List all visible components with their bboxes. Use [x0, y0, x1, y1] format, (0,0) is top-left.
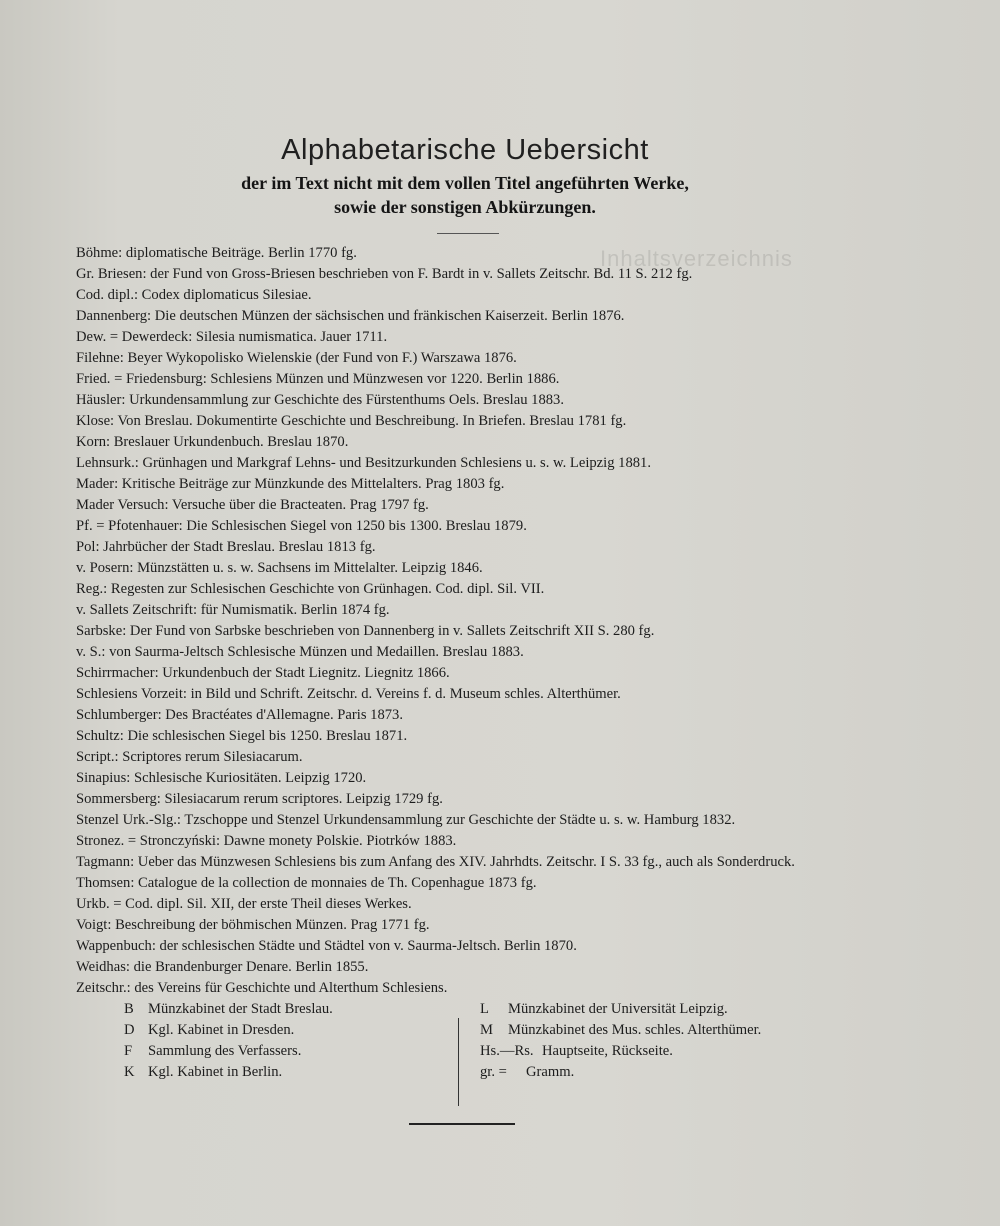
abbreviation-entry: Sinapius: Schlesische Kuriositäten. Leipzig 1720.	[76, 770, 367, 786]
abbreviation-entry: Pf. = Pfotenhauer: Die Schlesischen Siegel von 1250 bis 1300. Breslau 1879.	[76, 518, 527, 534]
abbreviation-entry: Dannenberg: Die deutschen Münzen der sächsischen und fränkischen Kaiserzeit. Berlin 1876.	[76, 308, 625, 324]
abbreviation-entry: Stenzel Urk.-Slg.: Tzschoppe und Stenzel Urkundensammlung zur Geschichte der Städte u. s. w. Hamburg 1832.	[76, 812, 736, 828]
closing-rule	[409, 1123, 515, 1125]
abbreviation-entry: Häusler: Urkundensammlung zur Geschichte des Fürstenthums Oels. Breslau 1883.	[76, 392, 564, 408]
abbreviation-entry: Sommersberg: Silesiacarum rerum scriptores. Leipzig 1729 fg.	[76, 791, 443, 807]
abbreviation-entry: Script.: Scriptores rerum Silesiacarum.	[76, 749, 303, 765]
siglum-key: L	[480, 1001, 489, 1017]
abbreviation-entry: Böhme: diplomatische Beiträge. Berlin 1770 fg.	[76, 245, 357, 261]
siglum-key: Hs.—Rs.	[480, 1043, 534, 1059]
abbreviation-entry: Zeitschr.: des Vereins für Geschichte und Alterthum Schlesiens.	[76, 980, 448, 996]
abbreviation-entry: Thomsen: Catalogue de la collection de monnaies de Th. Copenhague 1873 fg.	[76, 875, 537, 891]
abbreviation-entry: v. S.: von Saurma-Jeltsch Schlesische Münzen und Medaillen. Breslau 1883.	[76, 644, 524, 660]
abbreviation-entry: Cod. dipl.: Codex diplomaticus Silesiae.	[76, 287, 312, 303]
abbreviation-entry: Voigt: Beschreibung der böhmischen Münzen. Prag 1771 fg.	[76, 917, 430, 933]
siglum-text: Gramm.	[526, 1064, 575, 1080]
title-ornament-rule	[437, 233, 499, 235]
abbreviation-entry: Wappenbuch: der schlesischen Städte und Städtel von v. Saurma-Jeltsch. Berlin 1870.	[76, 938, 577, 954]
abbreviation-entry: Filehne: Beyer Wykopolisko Wielenskie (der Fund von F.) Warszawa 1876.	[76, 350, 517, 366]
siglum-key: M	[480, 1022, 493, 1038]
siglum-text: Kgl. Kabinet in Dresden.	[148, 1022, 295, 1038]
sigla-column-divider	[458, 1018, 459, 1106]
siglum-key: D	[124, 1022, 135, 1038]
siglum-key: gr. =	[480, 1064, 507, 1080]
abbreviation-entry: Mader Versuch: Versuche über die Bracteaten. Prag 1797 fg.	[76, 497, 429, 513]
show-through-text: Inhaltsverzeichnis	[600, 246, 793, 271]
abbreviation-entry: v. Posern: Münzstätten u. s. w. Sachsens im Mittelalter. Leipzig 1846.	[76, 560, 483, 576]
siglum-text: Hauptseite, Rückseite.	[542, 1043, 673, 1059]
abbreviation-entry: Schultz: Die schlesischen Siegel bis 1250. Breslau 1871.	[76, 728, 408, 744]
abbreviation-entry: Mader: Kritische Beiträge zur Münzkunde des Mittelalters. Prag 1803 fg.	[76, 476, 505, 492]
abbreviation-entry: Klose: Von Breslau. Dokumentirte Geschichte und Beschreibung. In Briefen. Breslau 1781 fg.	[76, 413, 627, 429]
siglum-text: Kgl. Kabinet in Berlin.	[148, 1064, 283, 1080]
abbreviation-entry: Pol: Jahrbücher der Stadt Breslau. Breslau 1813 fg.	[76, 539, 376, 555]
abbreviation-entry: Schlesiens Vorzeit: in Bild und Schrift. Zeitschr. d. Vereins f. d. Museum schles. Alterthümer.	[76, 686, 621, 702]
siglum-text: Sammlung des Verfassers.	[148, 1043, 302, 1059]
abbreviation-entry: Fried. = Friedensburg: Schlesiens Münzen und Münzwesen vor 1220. Berlin 1886.	[76, 371, 560, 387]
subtitle-line-1: der im Text nicht mit dem vollen Titel angeführten Werke,	[241, 173, 689, 193]
siglum-text: Münzkabinet der Stadt Breslau.	[148, 1001, 333, 1017]
abbreviation-entry: Urkb. = Cod. dipl. Sil. XII, der erste Theil dieses Werkes.	[76, 896, 412, 912]
abbreviation-entry: Stronez. = Stronczyński: Dawne monety Polskie. Piotrków 1883.	[76, 833, 457, 849]
subtitle-line-2: sowie der sonstigen Abkürzungen.	[334, 197, 596, 217]
siglum-key: K	[124, 1064, 135, 1080]
abbreviation-entry: Tagmann: Ueber das Münzwesen Schlesiens bis zum Anfang des XIV. Jahrhdts. Zeitschr. I S. 33 fg., auch als Sonderdruck.	[76, 854, 795, 870]
page-title: Alphabetarische Uebersicht	[281, 134, 649, 166]
siglum-text: Münzkabinet des Mus. schles. Alterthümer.	[508, 1022, 762, 1038]
abbreviation-entry: Schlumberger: Des Bractéates d'Allemagne. Paris 1873.	[76, 707, 403, 723]
abbreviation-entry: Schirrmacher: Urkundenbuch der Stadt Liegnitz. Liegnitz 1866.	[76, 665, 450, 681]
abbreviation-entry: Weidhas: die Brandenburger Denare. Berlin 1855.	[76, 959, 369, 975]
abbreviation-entry: Reg.: Regesten zur Schlesischen Geschichte von Grünhagen. Cod. dipl. Sil. VII.	[76, 581, 545, 597]
abbreviation-entry: Gr. Briesen: der Fund von Gross-Briesen beschrieben von F. Bardt in v. Sallets Zeitschr. Bd. 11 S. 212 fg.	[76, 266, 693, 282]
abbreviation-entry: Dew. = Dewerdeck: Silesia numismatica. Jauer 1711.	[76, 329, 388, 345]
abbreviation-entry: Korn: Breslauer Urkundenbuch. Breslau 1870.	[76, 434, 349, 450]
abbreviation-entry: Lehnsurk.: Grünhagen und Markgraf Lehns- und Besitzurkunden Schlesiens u. s. w. Leipzig 1881.	[76, 455, 651, 471]
siglum-text: Münzkabinet der Universität Leipzig.	[508, 1001, 728, 1017]
siglum-key: B	[124, 1001, 134, 1017]
siglum-key: F	[124, 1043, 133, 1059]
abbreviation-entry: v. Sallets Zeitschrift: für Numismatik. Berlin 1874 fg.	[76, 602, 390, 618]
abbreviation-entry: Sarbske: Der Fund von Sarbske beschrieben von Dannenberg in v. Sallets Zeitschrift XII S. 280 fg.	[76, 623, 655, 639]
